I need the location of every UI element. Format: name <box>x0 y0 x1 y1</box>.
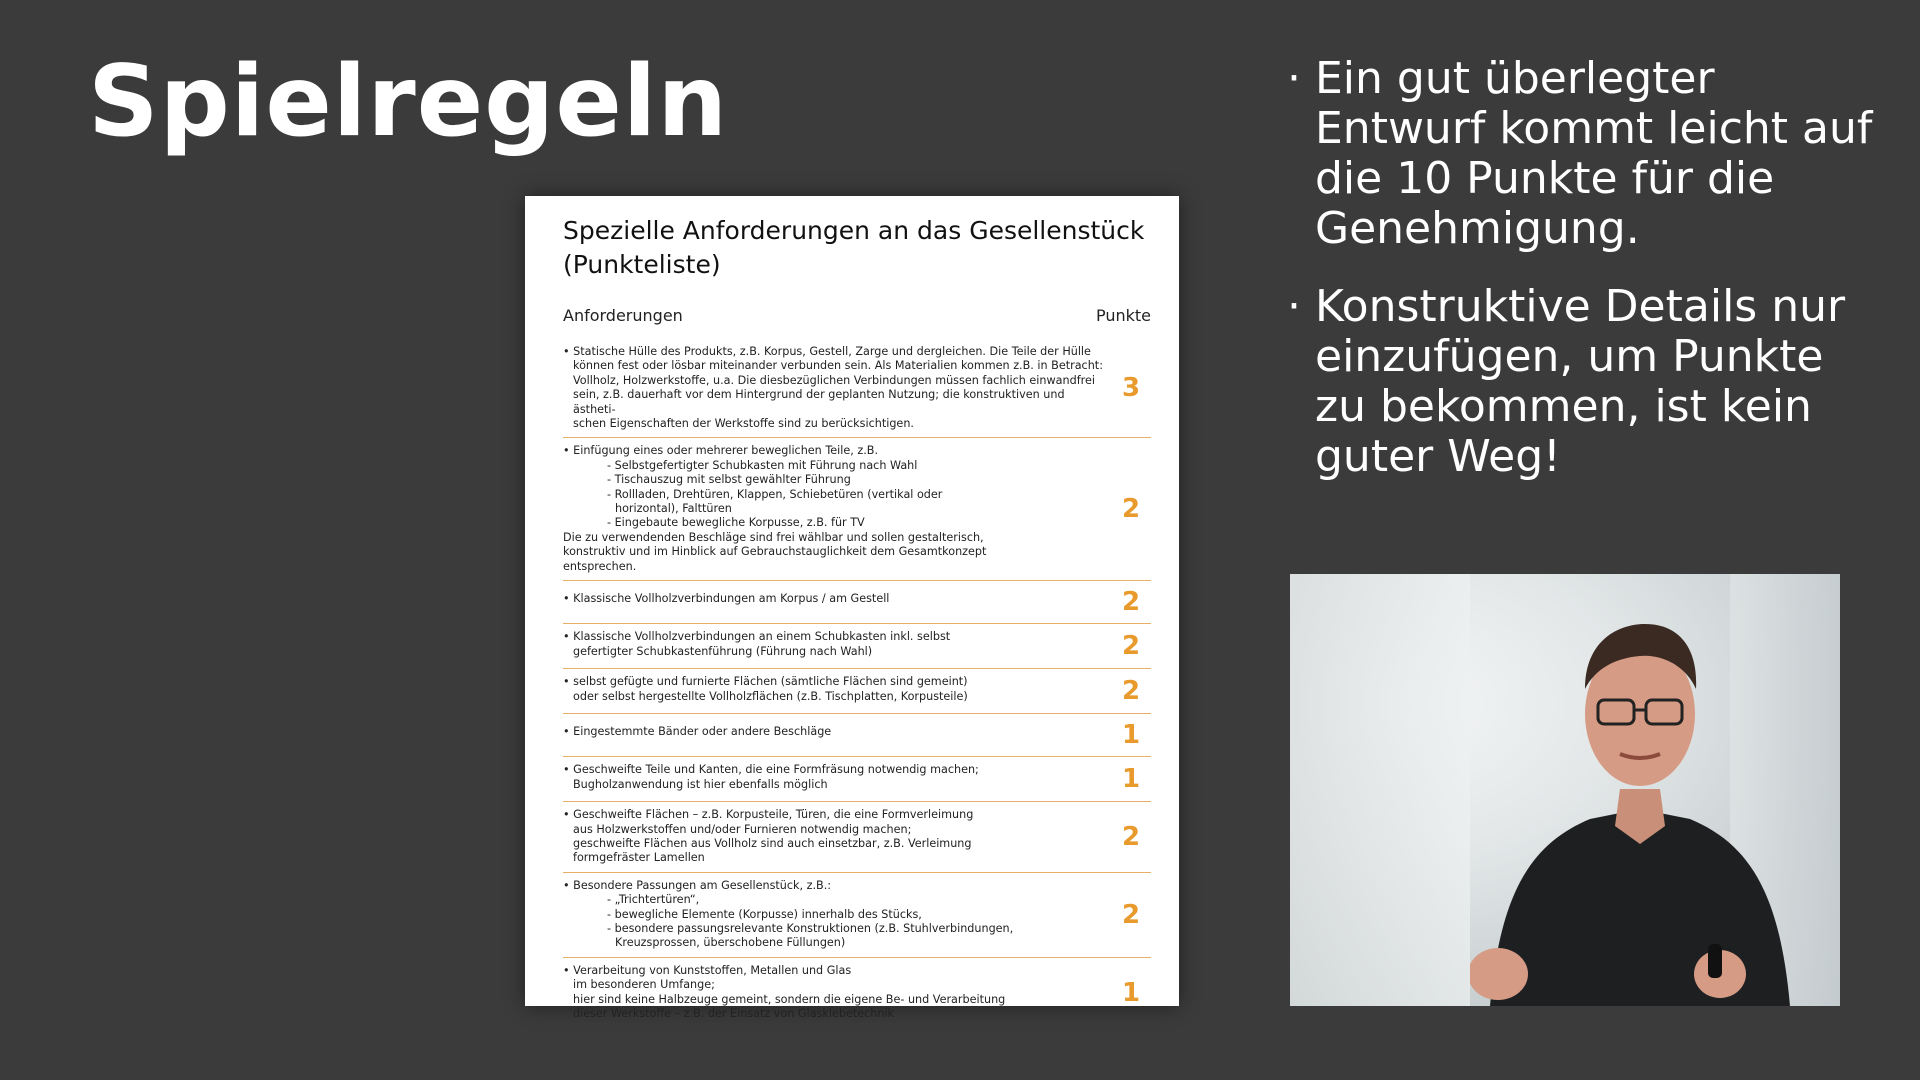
requirement-line: • Klassische Vollholzverbindungen am Korpus / am Gestell <box>563 592 890 606</box>
requirement-line: horizontal), Falttüren <box>615 502 732 516</box>
requirement-line: geschweifte Flächen aus Vollholz sind auch einsetzbar, z.B. Verleimung <box>573 836 972 850</box>
presenter-video-icon <box>1470 594 1810 1006</box>
requirement-line: - „Trichtertüren“, <box>607 893 700 907</box>
presenter-video <box>1290 574 1840 1006</box>
points-value: 3 <box>1121 373 1141 404</box>
table-row <box>563 714 1151 757</box>
table-row <box>563 757 1151 802</box>
document-column-header <box>563 306 1151 325</box>
table-row <box>563 438 1151 581</box>
requirement-line: Bugholzanwendung ist hier ebenfalls möglich <box>573 777 828 791</box>
table-row <box>563 624 1151 669</box>
requirement-line: Kreuzsprossen, überschobene Füllungen) <box>615 936 846 950</box>
requirement-line: • Verarbeitung von Kunststoffen, Metallen und Glas <box>563 963 852 977</box>
requirement-line: hier sind keine Halbzeuge gemeint, sondern die eigene Be- und Verarbeitung <box>573 992 1006 1006</box>
document-title-line: (Punkteliste) <box>563 250 721 279</box>
requirement-line: Die zu verwendenden Beschläge sind frei wählbar und sollen gestalterisch, <box>563 530 984 544</box>
requirement-line: • Einfügung eines oder mehrerer beweglichen Teile, z.B. <box>563 444 879 458</box>
points-value: 2 <box>1121 587 1141 618</box>
points-value: 2 <box>1121 821 1141 852</box>
requirement-line: entsprechen. <box>563 559 637 573</box>
slide-title: Spielregeln <box>88 45 729 159</box>
requirement-line: - Rollladen, Drehtüren, Klappen, Schiebetüren (vertikal oder <box>607 487 943 501</box>
requirement-line: Vollholz, Holzwerkstoffe, u.a. Die diesbezüglichen Verbindungen müssen fachlich einwandfrei <box>573 373 1095 387</box>
requirement-text <box>563 964 1103 1022</box>
requirement-line: • Klassische Vollholzverbindungen an einem Schubkasten inkl. selbst <box>563 630 951 644</box>
requirement-line: dieser Werkstoffe – z.B. der Einsatz von Glasklebetechnik <box>573 1006 895 1020</box>
requirement-line: • Geschweifte Flächen – z.B. Korpusteile, Türen, die eine Formverleimung <box>563 808 974 822</box>
bullet-list <box>1285 54 1885 510</box>
bullet-marker: · <box>1287 53 1301 104</box>
points-value: 1 <box>1121 720 1141 751</box>
points-value: 1 <box>1121 764 1141 795</box>
requirement-text <box>563 592 1103 612</box>
requirement-text <box>563 879 1103 951</box>
bullet-marker: · <box>1287 281 1301 332</box>
requirement-line: gefertigter Schubkastenführung (Führung nach Wahl) <box>573 644 873 658</box>
points-value: 1 <box>1121 977 1141 1008</box>
requirement-line: • Statische Hülle des Produkts, z.B. Korpus, Gestell, Zarge und dergleichen. Die Teile der Hülle <box>563 345 1091 358</box>
bullet-text: Ein gut überlegter Entwurf kommt leicht auf die 10 Punkte für die Genehmigung. <box>1315 53 1873 254</box>
points-value: 2 <box>1121 631 1141 662</box>
requirement-line: • Geschweifte Teile und Kanten, die eine Formfräsung notwendig machen; <box>563 763 979 777</box>
points-value: 2 <box>1121 899 1141 930</box>
requirement-text <box>563 345 1103 431</box>
requirement-line: - bewegliche Elemente (Korpusse) innerhalb des Stücks, <box>607 907 922 921</box>
requirement-text <box>563 763 1103 795</box>
requirement-line: oder selbst hergestellte Vollholzflächen (z.B. Tischplatten, Korpusteile) <box>573 689 968 703</box>
bullet-item <box>1285 54 1885 254</box>
requirement-text <box>563 675 1103 707</box>
table-row <box>563 873 1151 958</box>
requirement-line: im besonderen Umfange; <box>573 978 715 992</box>
points-value: 2 <box>1121 494 1141 525</box>
requirement-line: sein, z.B. dauerhaft vor dem Hintergrund der geplanten Nutzung; die konstruktiven und ästheti- <box>573 388 1065 416</box>
requirement-line: formgefräster Lamellen <box>573 851 705 865</box>
requirement-line: - Selbstgefertigter Schubkasten mit Führung nach Wahl <box>607 458 918 472</box>
requirement-line: konstruktiv und im Hinblick auf Gebrauchstauglichkeit dem Gesamtkonzept <box>563 545 987 559</box>
points-list-document <box>525 196 1179 1020</box>
bullet-item <box>1285 282 1885 482</box>
requirement-text <box>563 808 1103 866</box>
table-row <box>563 958 1151 1028</box>
table-row <box>563 802 1151 873</box>
column-requirements: Anforderungen <box>563 306 683 325</box>
requirement-line: - besondere passungsrelevante Konstruktionen (z.B. Stuhlverbindungen, <box>607 921 1014 935</box>
requirement-line: aus Holzwerkstoffen und/oder Furnieren notwendig machen; <box>573 822 912 836</box>
bullet-text: Konstruktive Details nur einzufügen, um Punkte zu bekommen, ist kein guter Weg! <box>1315 281 1846 482</box>
requirements-table <box>563 339 1151 1027</box>
video-background <box>1290 574 1470 1006</box>
requirement-line: • Eingestemmte Bänder oder andere Beschläge <box>563 725 832 739</box>
requirement-line: schen Eigenschaften der Werkstoffe sind zu berücksichtigen. <box>573 417 914 431</box>
requirement-text <box>563 725 1103 745</box>
table-row <box>563 581 1151 624</box>
document-title <box>563 214 1151 282</box>
requirement-line: • selbst gefügte und furnierte Flächen (sämtliche Flächen sind gemeint) <box>563 675 968 689</box>
document-title-line: Spezielle Anforderungen an das Gesellenstück <box>563 216 1145 245</box>
table-row <box>563 669 1151 714</box>
table-row <box>563 339 1151 438</box>
requirement-text <box>563 630 1103 662</box>
requirement-line: - Tischauszug mit selbst gewählter Führung <box>607 473 851 487</box>
requirement-line: können fest oder lösbar miteinander verbunden sein. Als Materialien kommen z.B. in Betracht: <box>573 359 1103 373</box>
requirement-line: - Eingebaute bewegliche Korpusse, z.B. für TV <box>607 516 865 530</box>
requirement-line: • Besondere Passungen am Gesellenstück, z.B.: <box>563 878 832 892</box>
requirement-text <box>563 444 1103 574</box>
points-value: 2 <box>1121 676 1141 707</box>
column-points: Punkte <box>1095 306 1151 325</box>
